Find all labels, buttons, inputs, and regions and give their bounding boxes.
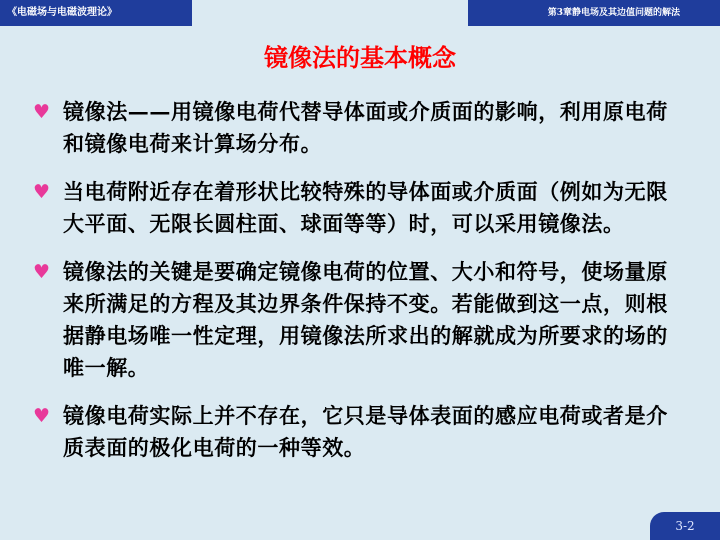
bullet-list: [30, 96, 670, 480]
heart-icon: ♥: [33, 261, 51, 283]
bullet-item: [30, 176, 670, 240]
bullet-text: 当电荷附近存在着形状比较特殊的导体面或介质面（例如为无限大平面、无限长圆柱面、球面等等）时，可以采用镜像法。: [63, 179, 668, 236]
bullet-text: 镜像法——用镜像电荷代替导体面或介质面的影响，利用原电荷和镜像电荷来计算场分布。: [63, 99, 668, 156]
chapter-title-header: 第3章静电场及其边值问题的解法: [468, 0, 720, 26]
slide-title: 镜像法的基本概念: [264, 43, 456, 72]
bullet-text: 镜像法的关键是要确定镜像电荷的位置、大小和符号，使场量原来所满足的方程及其边界条件保持不变。若能做到这一点，则根据静电场唯一性定理，用镜像法所求出的解就成为所要求的场的唯一解。: [63, 259, 668, 380]
course-title-header: 《电磁场与电磁波理论》: [0, 0, 192, 26]
bullet-text: 镜像电荷实际上并不存在，它只是导体表面的感应电荷或者是介质表面的极化电荷的一种等效。: [63, 403, 668, 460]
heart-icon: ♥: [33, 181, 51, 203]
bullet-item: [30, 400, 670, 464]
bullet-item: [30, 96, 670, 160]
bullet-item: [30, 256, 670, 384]
heart-icon: ♥: [33, 101, 51, 123]
page-number-badge: 3-2: [650, 512, 720, 540]
heart-icon: ♥: [33, 405, 51, 427]
